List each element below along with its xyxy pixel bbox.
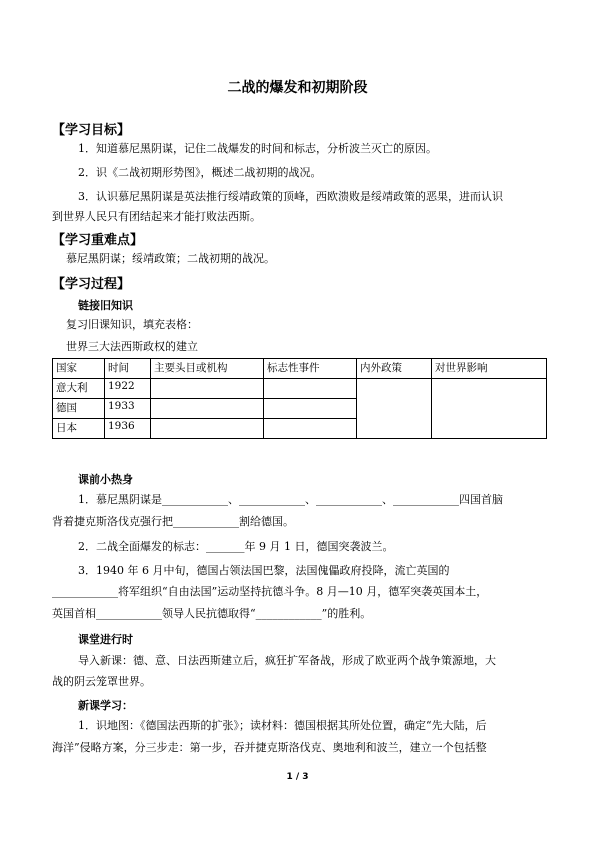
table-header-cell: 对世界影响	[432, 359, 547, 379]
table-header-cell: 时间	[105, 359, 151, 379]
link-heading: 链接旧知识	[78, 299, 133, 312]
table-cell-country: 意大利	[53, 379, 105, 399]
table-cell-blank	[357, 379, 432, 439]
table-cell-country: 日本	[53, 419, 105, 439]
process-heading: 【学习过程】	[52, 277, 131, 292]
fascist-regimes-table	[52, 358, 547, 439]
table-header-cell: 标志性事件	[264, 359, 357, 379]
table-header-cell: 国家	[53, 359, 105, 379]
warmup-line: 2．二战全面爆发的标志：_______年 9 月 1 日，德国突袭波兰。	[78, 540, 394, 553]
newlesson-heading: 新课学习：	[78, 699, 133, 712]
goal-item: 到世界人民只有团结起来才能打败法西斯。	[52, 210, 261, 223]
table-cell-blank	[264, 399, 357, 419]
table-cell-blank	[151, 419, 264, 439]
table-header-cell: 主要头目或机构	[151, 359, 264, 379]
warmup-line: 3．1940 年 6 月中旬，德国占领法国巴黎，法国傀儡政府投降，流亡英国的	[78, 564, 450, 577]
warmup-line: 背着捷克斯洛伐克强行把____________割给德国。	[52, 515, 294, 528]
page-number: 1 / 3	[286, 772, 309, 782]
table-cell-year: 1933	[105, 399, 151, 419]
table-cell-year: 1936	[105, 419, 151, 439]
table-cell-blank	[151, 399, 264, 419]
goal-item: 3．认识慕尼黑阴谋是英法推行绥靖政策的顶峰，西欧溃败是绥靖政策的恶果，进而认识	[78, 190, 503, 203]
table-cell-blank	[432, 379, 547, 439]
table-cell-blank	[151, 379, 264, 399]
classroom-line: 战的阴云笼罩世界。	[52, 675, 151, 688]
table-header-row	[53, 359, 547, 379]
table-cell-country: 德国	[53, 399, 105, 419]
warmup-line: ____________将军组织“自由法国”运动坚持抗德斗争。8 月—10 月，德军突袭英国本土，	[52, 585, 488, 598]
table-cell-blank	[264, 379, 357, 399]
table-caption: 世界三大法西斯政权的建立	[66, 340, 198, 353]
warmup-line: 英国首相____________领导人民抗德取得“____________”的胜利。	[52, 607, 372, 620]
table-header-cell: 内外政策	[357, 359, 432, 379]
newlesson-line: 1．识地图：《德国法西斯的扩张》；读材料：德国根据其所处位置，确定“先大陆，后	[78, 719, 487, 732]
goals-heading: 【学习目标】	[52, 123, 131, 138]
table-cell-year: 1922	[105, 379, 151, 399]
newlesson-line: 海洋”侵略方案，分三步走：第一步，吞并捷克斯洛伐克、奥地利和波兰，建立一个包括整	[52, 741, 487, 754]
table-cell-blank	[264, 419, 357, 439]
classroom-line: 导入新课：德、意、日法西斯建立后，疯狂扩军备战，形成了欧亚两个战争策源地，大	[78, 654, 496, 667]
review-text: 复习旧课知识，填充表格：	[66, 318, 198, 331]
goal-item: 1．知道慕尼黑阴谋，记住二战爆发的时间和标志，分析波兰灭亡的原因。	[78, 142, 437, 155]
page-title: 二战的爆发和初期阶段	[227, 80, 368, 96]
warmup-heading: 课前小热身	[78, 473, 133, 486]
warmup-line: 1．慕尼黑阴谋是____________、____________、____________、____________四国首脑	[78, 493, 503, 506]
keypoints-text: 慕尼黑阴谋；绥靖政策；二战初期的战况。	[66, 252, 275, 265]
goal-item: 2．识《二战初期形势图》，概述二战初期的战况。	[78, 166, 322, 179]
keypoints-heading: 【学习重难点】	[52, 233, 144, 248]
classroom-heading: 课堂进行时	[78, 633, 133, 646]
table-row	[53, 379, 547, 399]
